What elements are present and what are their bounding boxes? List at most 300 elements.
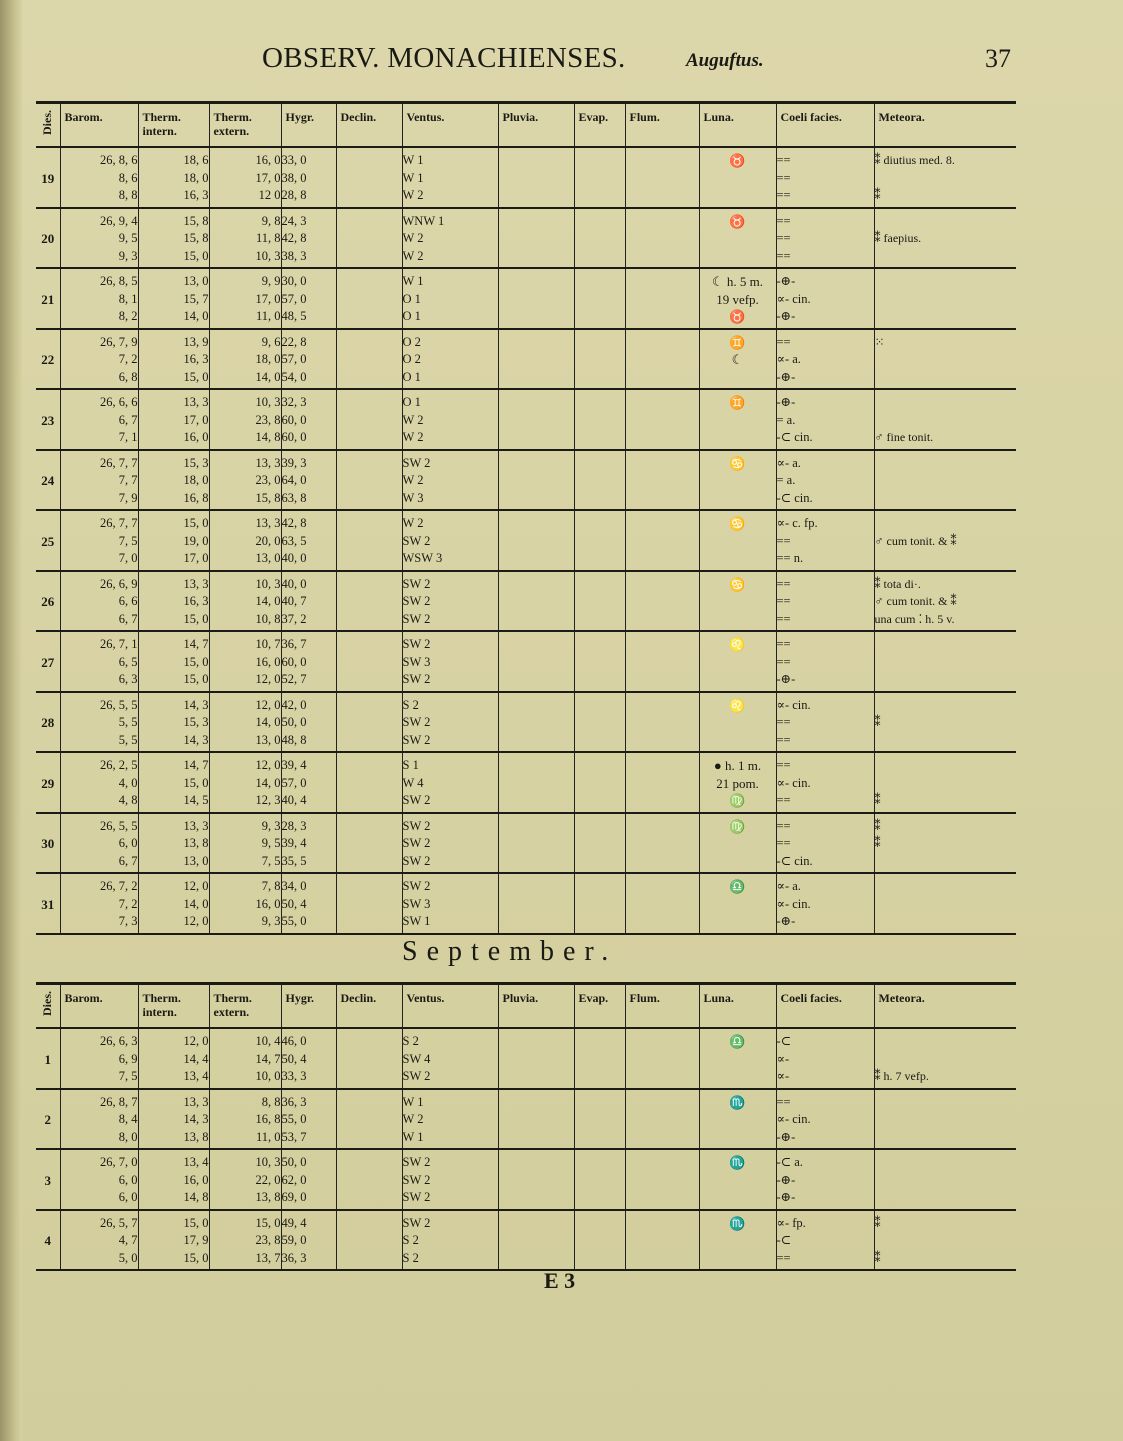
therm-extern-cell-line: 12, 0 bbox=[255, 697, 281, 712]
declination-cell bbox=[336, 1210, 402, 1271]
barometer-cell-line: 7, 2 bbox=[118, 352, 138, 366]
therm-intern-cell-line: 13, 3 bbox=[183, 1094, 209, 1109]
wind-cell-line: SW 2 bbox=[402, 672, 431, 686]
river-cell bbox=[625, 1089, 699, 1150]
therm-intern-cell-line: 14, 4 bbox=[183, 1051, 209, 1066]
therm-extern-cell-line: 22, 0 bbox=[255, 1172, 281, 1187]
sky-cell bbox=[776, 1089, 874, 1150]
wind-cell bbox=[402, 268, 498, 329]
rain-cell bbox=[498, 389, 574, 450]
evaporation-cell bbox=[574, 510, 625, 571]
wind-cell-line: O 2 bbox=[402, 352, 421, 366]
therm-intern-cell-line: 17, 0 bbox=[183, 551, 209, 565]
wind-cell bbox=[402, 450, 498, 511]
meteora-cell bbox=[874, 692, 1016, 753]
therm-intern-cell-line: 14, 3 bbox=[183, 697, 209, 712]
column-header: Meteora. bbox=[874, 984, 1016, 1029]
therm-extern-cell bbox=[209, 268, 281, 329]
barometer-cell-line: 9, 3 bbox=[118, 248, 138, 263]
wind-cell-line: SW 2 bbox=[402, 594, 431, 608]
therm-extern-cell-line: 16, 0 bbox=[255, 153, 281, 167]
therm-intern-cell-line: 12, 0 bbox=[183, 1034, 209, 1048]
table-row bbox=[36, 208, 1016, 269]
therm-intern-cell bbox=[138, 1210, 209, 1271]
column-header-label: Dies. bbox=[40, 110, 54, 135]
sky-cell-line: -⊕- bbox=[776, 1129, 796, 1144]
river-cell bbox=[625, 510, 699, 571]
hygrometer-cell-line: 42, 0 bbox=[281, 697, 307, 712]
therm-extern-cell bbox=[209, 1089, 281, 1150]
therm-extern-cell-line: 16, 8 bbox=[255, 1112, 281, 1126]
sky-cell-line: == n. bbox=[776, 551, 804, 565]
sky-cell-line: == bbox=[776, 213, 791, 228]
sky-cell bbox=[776, 389, 874, 450]
evaporation-cell bbox=[574, 631, 625, 692]
barometer-cell-line: 6, 7 bbox=[118, 412, 138, 427]
sky-cell-line: == bbox=[776, 637, 791, 651]
meteora-cell-line: ⁑ bbox=[874, 715, 881, 729]
hygrometer-cell bbox=[281, 692, 336, 753]
meteora-cell-line: ⁑ bbox=[874, 188, 881, 202]
sky-cell bbox=[776, 450, 874, 511]
wind-cell-line: SW 4 bbox=[402, 1051, 431, 1066]
therm-extern-cell-line: 16, 0 bbox=[255, 896, 281, 911]
column-header: Therm. extern. bbox=[209, 103, 281, 148]
therm-intern-cell-line: 16, 3 bbox=[183, 594, 209, 608]
hygrometer-cell-line: 62, 0 bbox=[281, 1172, 307, 1187]
wind-cell-line: SW 2 bbox=[402, 836, 431, 850]
therm-extern-cell-line: 10, 3 bbox=[255, 576, 281, 591]
therm-extern-cell bbox=[209, 1149, 281, 1210]
therm-intern-cell-line: 13, 3 bbox=[183, 818, 209, 833]
sky-cell-line: -⊕- bbox=[776, 914, 796, 928]
evaporation-cell bbox=[574, 1149, 625, 1210]
therm-extern-cell bbox=[209, 389, 281, 450]
barometer-cell-line: 26, 5, 5 bbox=[100, 818, 138, 833]
sky-cell-line: -⊕- bbox=[776, 309, 796, 323]
therm-intern-cell bbox=[138, 389, 209, 450]
hygrometer-cell bbox=[281, 752, 336, 813]
sky-cell-line: -⊂ cin. bbox=[776, 430, 813, 444]
therm-extern-cell bbox=[209, 813, 281, 874]
wind-cell-line: SW 2 bbox=[402, 1155, 431, 1169]
august-observation-table bbox=[36, 101, 1016, 935]
declination-cell bbox=[336, 329, 402, 390]
barometer-cell bbox=[60, 1210, 138, 1271]
therm-extern-cell-line: 11, 8 bbox=[255, 231, 281, 245]
meteora-cell bbox=[874, 268, 1016, 329]
barometer-cell-line: 7, 3 bbox=[118, 914, 138, 928]
barometer-cell bbox=[60, 752, 138, 813]
meteora-cell-line bbox=[875, 1154, 1017, 1172]
therm-intern-cell-line: 15, 0 bbox=[183, 248, 209, 263]
meteora-cell bbox=[874, 208, 1016, 269]
river-cell bbox=[625, 450, 699, 511]
table-row bbox=[36, 329, 1016, 390]
sky-cell bbox=[776, 692, 874, 753]
barometer-cell-line: 26, 5, 5 bbox=[100, 697, 138, 712]
column-header: Evap. bbox=[574, 984, 625, 1029]
column-header: Declin. bbox=[336, 984, 402, 1029]
therm-extern-cell-line: 9, 3 bbox=[261, 818, 281, 833]
evaporation-cell bbox=[574, 813, 625, 874]
hygrometer-cell-line: 36, 3 bbox=[281, 1094, 307, 1109]
therm-intern-cell-line: 15, 0 bbox=[183, 1250, 209, 1265]
therm-intern-cell-line: 16, 3 bbox=[183, 352, 209, 366]
hygrometer-cell bbox=[281, 450, 336, 511]
meteora-cell-line bbox=[875, 308, 1017, 326]
therm-intern-cell-line: 16, 0 bbox=[183, 1172, 209, 1187]
declination-cell bbox=[336, 571, 402, 632]
rain-cell bbox=[498, 450, 574, 511]
meteora-cell-line bbox=[875, 896, 1017, 914]
hygrometer-cell-line: 54, 0 bbox=[281, 369, 307, 384]
hygrometer-cell-line: 63, 8 bbox=[281, 490, 307, 505]
meteora-cell-line bbox=[875, 1189, 1017, 1207]
column-header: Flum. bbox=[625, 103, 699, 148]
barometer-cell-line: 9, 5 bbox=[118, 231, 138, 245]
barometer-cell-line: 26, 9, 4 bbox=[100, 213, 138, 228]
therm-extern-cell-line: 12, 0 bbox=[255, 758, 281, 772]
hygrometer-cell-line: 40, 7 bbox=[281, 594, 307, 608]
meteora-cell bbox=[874, 1089, 1016, 1150]
sky-cell bbox=[776, 1210, 874, 1271]
wind-cell-line: W 1 bbox=[402, 274, 424, 288]
table-row bbox=[36, 389, 1016, 450]
barometer-cell-line: 7, 9 bbox=[118, 490, 138, 505]
therm-extern-cell bbox=[209, 1028, 281, 1089]
moon-cell-line: ♏ bbox=[729, 1215, 746, 1231]
sky-cell-line: == bbox=[776, 248, 791, 263]
wind-cell-line: WSW 3 bbox=[402, 551, 443, 565]
meteora-cell-line bbox=[875, 1129, 1017, 1147]
declination-cell bbox=[336, 147, 402, 208]
meteora-cell bbox=[874, 813, 1016, 874]
wind-cell bbox=[402, 329, 498, 390]
barometer-cell-line: 6, 0 bbox=[118, 1190, 138, 1204]
river-cell bbox=[625, 389, 699, 450]
meteora-cell-line: una cum ⁚ h. 5 v. bbox=[874, 611, 955, 626]
sky-cell-line: -⊂ a. bbox=[776, 1155, 803, 1169]
sky-cell-line: == bbox=[776, 758, 791, 772]
barometer-cell-line: 26, 6, 3 bbox=[100, 1034, 138, 1048]
hygrometer-cell-line: 55, 0 bbox=[281, 914, 307, 928]
hygrometer-cell-line: 36, 7 bbox=[281, 637, 307, 651]
sky-cell-line: == bbox=[776, 1250, 791, 1265]
sky-cell bbox=[776, 510, 874, 571]
hygrometer-cell-line: 55, 0 bbox=[281, 1112, 307, 1126]
therm-extern-cell-line: 11, 0 bbox=[255, 309, 281, 323]
barometer-cell-line: 4, 8 bbox=[118, 793, 138, 807]
barometer-cell-line: 5, 0 bbox=[118, 1250, 138, 1265]
barometer-cell-line: 7, 2 bbox=[118, 896, 138, 911]
wind-cell-line: SW 2 bbox=[402, 793, 431, 807]
barometer-cell-line: 26, 7, 2 bbox=[100, 879, 138, 893]
evaporation-cell bbox=[574, 1028, 625, 1089]
sky-cell bbox=[776, 873, 874, 934]
moon-cell bbox=[699, 571, 776, 632]
declination-cell bbox=[336, 873, 402, 934]
therm-intern-cell-line: 13, 3 bbox=[183, 395, 209, 409]
sky-cell bbox=[776, 631, 874, 692]
declination-cell bbox=[336, 1089, 402, 1150]
therm-intern-cell-line: 14, 7 bbox=[183, 637, 209, 651]
day-cell: 20 bbox=[41, 231, 55, 246]
barometer-cell-line: 8, 6 bbox=[118, 170, 138, 185]
barometer-cell-line: 8, 8 bbox=[118, 188, 138, 202]
moon-cell-line: ♎ bbox=[729, 1034, 746, 1049]
barometer-cell-line: 26, 7, 7 bbox=[100, 455, 138, 470]
wind-cell-line: S 2 bbox=[402, 1250, 419, 1265]
rain-cell bbox=[498, 208, 574, 269]
sky-cell-line: ∝- fp. bbox=[776, 1215, 806, 1230]
hygrometer-cell-line: 42, 8 bbox=[281, 516, 307, 530]
therm-extern-cell bbox=[209, 571, 281, 632]
barometer-cell bbox=[60, 208, 138, 269]
wind-cell-line: SW 2 bbox=[402, 853, 431, 868]
barometer-cell-line: 4, 7 bbox=[118, 1233, 138, 1247]
hygrometer-cell-line: 33, 3 bbox=[281, 1069, 307, 1083]
barometer-cell-line: 6, 5 bbox=[118, 654, 138, 669]
therm-extern-cell-line: 9, 3 bbox=[261, 914, 281, 928]
barometer-cell-line: 26, 8, 6 bbox=[100, 153, 138, 167]
barometer-cell bbox=[60, 873, 138, 934]
column-header: Flum. bbox=[625, 984, 699, 1029]
evaporation-cell bbox=[574, 1089, 625, 1150]
river-cell bbox=[625, 631, 699, 692]
moon-cell bbox=[699, 329, 776, 390]
page-title: OBSERV. MONACHIENSES. bbox=[262, 42, 626, 74]
table-row bbox=[36, 692, 1016, 753]
therm-extern-cell-line: 9, 6 bbox=[261, 334, 281, 349]
sky-cell-line: == bbox=[776, 334, 791, 349]
therm-extern-cell-line: 14, 7 bbox=[255, 1051, 281, 1066]
therm-extern-cell-line: 10, 8 bbox=[255, 611, 281, 626]
meteora-cell bbox=[874, 1028, 1016, 1089]
declination-cell bbox=[336, 208, 402, 269]
wind-cell-line: S 2 bbox=[402, 697, 419, 712]
table-row bbox=[36, 631, 1016, 692]
therm-extern-cell-line: 13, 0 bbox=[255, 551, 281, 565]
wind-cell-line: O 1 bbox=[402, 369, 421, 384]
hygrometer-cell-line: 30, 0 bbox=[281, 274, 307, 288]
therm-extern-cell-line: 10, 4 bbox=[255, 1034, 281, 1048]
day-cell: 24 bbox=[41, 473, 55, 488]
therm-intern-cell-line: 15, 8 bbox=[183, 213, 209, 228]
therm-extern-cell-line: 12, 0 bbox=[255, 672, 281, 686]
wind-cell-line: O 2 bbox=[402, 334, 421, 349]
moon-cell-line: ♋ bbox=[729, 576, 746, 592]
sky-cell bbox=[776, 329, 874, 390]
sky-cell bbox=[776, 571, 874, 632]
hygrometer-cell-line: 28, 8 bbox=[281, 188, 307, 202]
evaporation-cell bbox=[574, 1210, 625, 1271]
declination-cell bbox=[336, 450, 402, 511]
meteora-cell-line: ⁑ bbox=[874, 1215, 881, 1230]
barometer-cell bbox=[60, 631, 138, 692]
therm-intern-cell-line: 14, 0 bbox=[183, 896, 209, 911]
wind-cell-line: WNW 1 bbox=[402, 213, 445, 228]
wind-cell bbox=[402, 389, 498, 450]
sky-cell-line: -⊂ bbox=[776, 1233, 792, 1247]
moon-cell bbox=[699, 510, 776, 571]
moon-cell bbox=[699, 1028, 776, 1089]
therm-extern-cell-line: 12 0 bbox=[258, 188, 281, 202]
hygrometer-cell-line: 57, 0 bbox=[281, 775, 307, 790]
meteora-cell bbox=[874, 329, 1016, 390]
hygrometer-cell bbox=[281, 147, 336, 208]
barometer-cell bbox=[60, 329, 138, 390]
meteora-cell-line bbox=[875, 213, 1017, 231]
sky-cell-line: == bbox=[776, 818, 791, 833]
day-cell: 22 bbox=[41, 352, 55, 367]
meteora-cell-line bbox=[875, 550, 1017, 568]
page-number: 37 bbox=[985, 44, 1011, 73]
rain-cell bbox=[498, 1210, 574, 1271]
rain-cell bbox=[498, 510, 574, 571]
table-row bbox=[36, 1028, 1016, 1089]
barometer-cell-line: 6, 7 bbox=[118, 853, 138, 868]
therm-intern-cell bbox=[138, 329, 209, 390]
wind-cell-line: W 1 bbox=[402, 1129, 424, 1144]
hygrometer-cell-line: 39, 4 bbox=[281, 758, 307, 772]
meteora-cell-line bbox=[875, 853, 1017, 871]
therm-intern-cell-line: 14, 0 bbox=[183, 309, 209, 323]
rain-cell bbox=[498, 571, 574, 632]
therm-extern-cell-line: 14, 0 bbox=[255, 775, 281, 790]
wind-cell-line: SW 2 bbox=[402, 715, 431, 729]
meteora-cell bbox=[874, 450, 1016, 511]
therm-intern-cell-line: 15, 0 bbox=[183, 672, 209, 686]
therm-intern-cell-line: 15, 8 bbox=[183, 231, 209, 245]
therm-intern-cell-line: 13, 8 bbox=[183, 1129, 209, 1144]
day-cell: 29 bbox=[41, 775, 55, 791]
wind-cell-line: SW 2 bbox=[402, 455, 431, 470]
hygrometer-cell bbox=[281, 329, 336, 390]
hygrometer-cell-line: 49, 4 bbox=[281, 1215, 307, 1230]
hygrometer-cell-line: 35, 5 bbox=[281, 853, 307, 868]
hygrometer-cell-line: 39, 3 bbox=[281, 455, 307, 470]
sky-cell bbox=[776, 268, 874, 329]
wind-cell-line: W 2 bbox=[402, 231, 424, 245]
sky-cell-line: = a. bbox=[776, 473, 796, 487]
rain-cell bbox=[498, 873, 574, 934]
therm-intern-cell-line: 14, 8 bbox=[183, 1190, 209, 1204]
evaporation-cell bbox=[574, 268, 625, 329]
sky-cell-line: -⊕- bbox=[776, 369, 796, 384]
column-header: Luna. bbox=[699, 984, 776, 1029]
hygrometer-cell-line: 48, 5 bbox=[281, 309, 307, 323]
river-cell bbox=[625, 813, 699, 874]
hygrometer-cell-line: 53, 7 bbox=[281, 1129, 307, 1144]
therm-extern-cell-line: 7, 8 bbox=[261, 879, 281, 893]
rain-cell bbox=[498, 752, 574, 813]
wind-cell-line: SW 2 bbox=[402, 637, 431, 651]
therm-extern-cell-line: 11, 0 bbox=[255, 1129, 281, 1144]
table-row bbox=[36, 752, 1016, 813]
therm-intern-cell-line: 15, 0 bbox=[183, 516, 209, 530]
therm-extern-cell-line: 15, 0 bbox=[255, 1215, 281, 1230]
column-header: Evap. bbox=[574, 103, 625, 148]
wind-cell-line: S 2 bbox=[402, 1233, 419, 1247]
wind-cell-line: SW 2 bbox=[402, 879, 431, 893]
wind-cell-line: SW 2 bbox=[402, 1190, 431, 1204]
meteora-cell-line: ♂ fine tonit. bbox=[874, 430, 934, 444]
therm-intern-cell bbox=[138, 147, 209, 208]
hygrometer-cell-line: 52, 7 bbox=[281, 672, 307, 686]
therm-intern-cell-line: 13, 9 bbox=[183, 334, 209, 349]
therm-intern-cell-line: 15, 0 bbox=[183, 1215, 209, 1230]
therm-intern-cell-line: 13, 0 bbox=[183, 274, 209, 288]
barometer-cell-line: 6, 8 bbox=[118, 369, 138, 384]
signature-mark: E 3 bbox=[544, 1268, 576, 1293]
day-cell: 28 bbox=[41, 715, 55, 730]
sky-cell-line: -⊕- bbox=[776, 395, 796, 409]
moon-cell-line: ♌ bbox=[729, 697, 746, 713]
barometer-cell bbox=[60, 1089, 138, 1150]
rain-cell bbox=[498, 813, 574, 874]
moon-cell-line: ♋ bbox=[729, 516, 746, 531]
hygrometer-cell-line: 33, 0 bbox=[281, 153, 307, 167]
sky-cell-line: == bbox=[776, 153, 791, 167]
hygrometer-cell bbox=[281, 208, 336, 269]
rain-cell bbox=[498, 268, 574, 329]
wind-cell bbox=[402, 510, 498, 571]
moon-cell-line: ● h. 1 m. bbox=[713, 758, 762, 773]
therm-extern-cell-line: 16, 0 bbox=[255, 654, 281, 669]
therm-extern-cell-line: 15, 8 bbox=[255, 490, 281, 505]
moon-cell-line: ♉ bbox=[729, 153, 746, 168]
wind-cell bbox=[402, 1028, 498, 1089]
moon-cell bbox=[699, 268, 776, 329]
meteora-cell-line bbox=[875, 913, 1017, 931]
table-row bbox=[36, 1149, 1016, 1210]
meteora-cell bbox=[874, 1149, 1016, 1210]
meteora-cell-line: ⁑ bbox=[874, 793, 881, 807]
barometer-cell-line: 5, 5 bbox=[118, 715, 138, 729]
therm-extern-cell bbox=[209, 692, 281, 753]
therm-intern-cell-line: 13, 0 bbox=[183, 853, 209, 868]
therm-extern-cell-line: 9, 5 bbox=[261, 836, 281, 850]
column-header: Coeli facies. bbox=[776, 984, 874, 1029]
barometer-cell bbox=[60, 450, 138, 511]
declination-cell bbox=[336, 692, 402, 753]
meteora-cell-line bbox=[875, 1232, 1017, 1250]
hygrometer-cell bbox=[281, 1149, 336, 1210]
wind-cell bbox=[402, 692, 498, 753]
moon-cell-line: ☾ h. 5 m. bbox=[711, 274, 764, 289]
therm-extern-cell bbox=[209, 147, 281, 208]
hygrometer-cell-line: 48, 8 bbox=[281, 732, 307, 747]
meteora-cell-line bbox=[875, 636, 1017, 654]
meteora-cell bbox=[874, 873, 1016, 934]
column-header: Ventus. bbox=[402, 984, 498, 1029]
therm-intern-cell-line: 18, 6 bbox=[183, 153, 209, 167]
sky-cell-line: ∝- cin. bbox=[776, 697, 811, 712]
sky-cell-line: ∝- cin. bbox=[776, 775, 811, 790]
september-heading: September. bbox=[402, 936, 618, 967]
evaporation-cell bbox=[574, 752, 625, 813]
moon-cell bbox=[699, 208, 776, 269]
river-cell bbox=[625, 147, 699, 208]
hygrometer-cell-line: 32, 3 bbox=[281, 395, 307, 409]
therm-intern-cell-line: 14, 3 bbox=[183, 732, 209, 747]
hygrometer-cell-line: 50, 0 bbox=[281, 1155, 307, 1169]
river-cell bbox=[625, 208, 699, 269]
hygrometer-cell-line: 63, 5 bbox=[281, 533, 307, 548]
therm-intern-cell-line: 16, 8 bbox=[183, 490, 209, 505]
wind-cell-line: W 1 bbox=[402, 153, 424, 167]
